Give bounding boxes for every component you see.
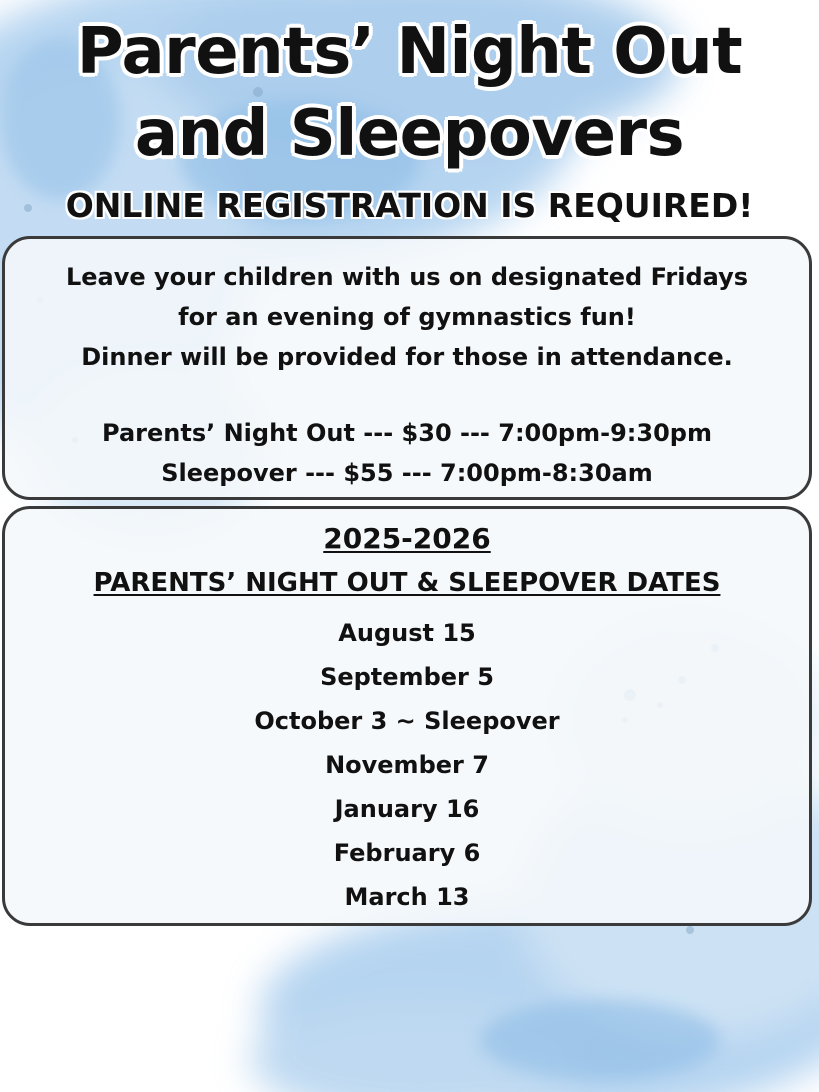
season-year: 2025-2026 [323, 522, 491, 555]
date-item: February 6 [333, 839, 481, 867]
date-item: September 5 [320, 663, 494, 691]
dates-heading: PARENTS’ NIGHT OUT & SLEEPOVER DATES [93, 568, 721, 598]
date-item: October 3 ~ Sleepover [254, 707, 560, 735]
date-item: January 16 [334, 795, 480, 823]
date-item: March 13 [344, 883, 470, 911]
spacer [5, 377, 809, 413]
date-item: August 15 [338, 619, 476, 647]
info-box [2, 236, 812, 500]
registration-notice: ONLINE REGISTRATION IS REQUIRED! [65, 186, 754, 225]
description-line: Leave your children with us on designated Fridays [65, 263, 749, 291]
pricing-sleepover: Sleepover --- $55 --- 7:00pm-8:30am [161, 459, 653, 487]
page-title-line-1: Parents’ Night Out [76, 15, 743, 89]
description-line: Dinner will be provided for those in attendance. [81, 343, 733, 371]
date-item: November 7 [325, 751, 489, 779]
page-title-line-2: and Sleepovers [134, 97, 685, 171]
dates-box [2, 506, 812, 926]
description-line: for an evening of gymnastics fun! [178, 303, 636, 331]
pricing-parents-night-out: Parents’ Night Out --- $30 --- 7:00pm-9:30pm [102, 419, 712, 447]
